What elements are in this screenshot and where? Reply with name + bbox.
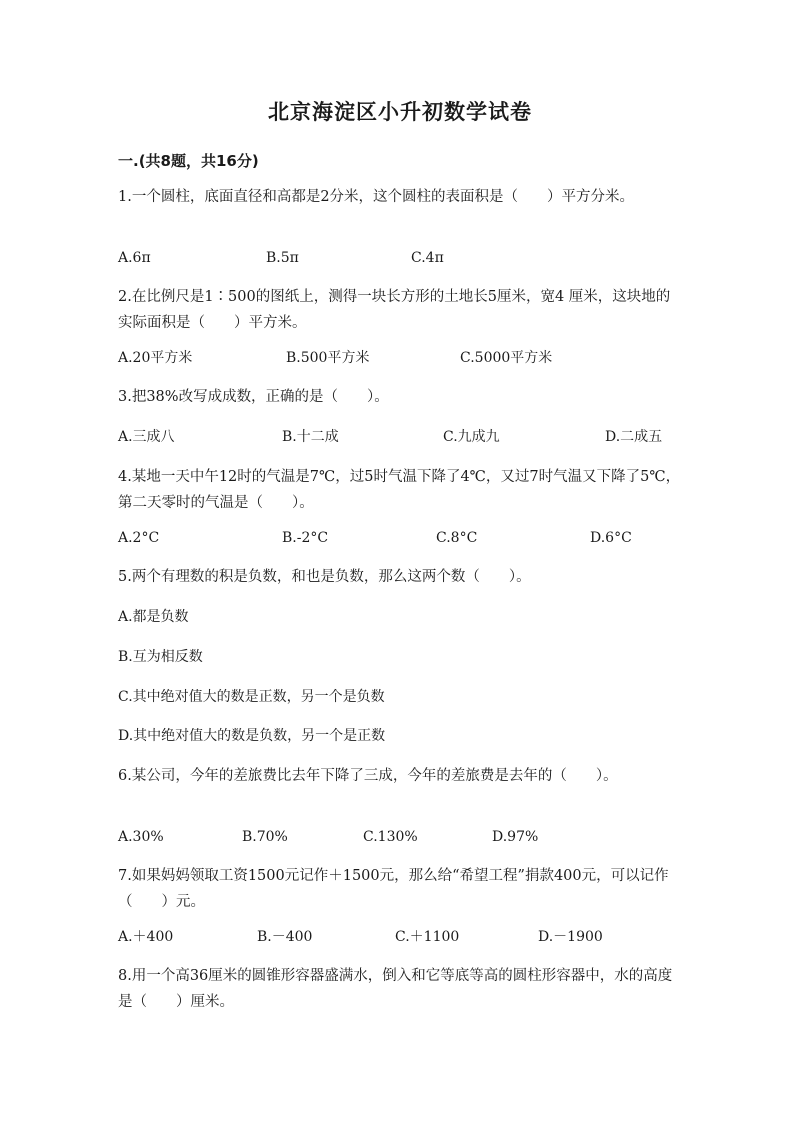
question-1: 1.一个圆柱，底面直径和高都是2分米，这个圆柱的表面积是（ ）平方分米。 [118, 189, 635, 205]
option-b: B.-2°C [282, 530, 329, 546]
options-row-6 [118, 824, 684, 850]
option-b: B.5π [266, 250, 299, 266]
option-d: D.97% [492, 829, 539, 845]
option-c: C.九成九 [443, 429, 500, 445]
question-2: 2.在比例尺是1∶500的图纸上，测得一块长方形的土地长5厘米，宽4 厘米，这块地的实际面积是（ ）平方米。 [118, 289, 671, 331]
question-4: 4.某地一天中午12时的气温是7℃，过5时气温下降了4℃，又过7时气温又下降了5℃，第二天零时的气温是（ ）。 [118, 469, 681, 511]
options-row-2 [118, 345, 684, 371]
option-d: D.二成五 [605, 429, 663, 445]
option-b: B.500平方米 [286, 350, 370, 366]
option-c: C.8°C [436, 530, 478, 546]
question-3: 3.把38%改写成成数，正确的是（ ）。 [118, 389, 389, 405]
option-d: D.－1900 [538, 929, 603, 945]
option-a: A.30% [118, 829, 164, 845]
question-6: 6.某公司，今年的差旅费比去年下降了三成，今年的差旅费是去年的（ ）。 [118, 768, 618, 784]
options-row-4 [118, 525, 684, 551]
options-row-7 [118, 924, 684, 950]
option-a: A.＋400 [118, 929, 174, 945]
option-d: D.6°C [590, 530, 632, 546]
page-title: 北京海淀区小升初数学试卷 [268, 100, 532, 124]
option-b: B.十二成 [282, 429, 339, 445]
question-8: 8.用一个高36厘米的圆锥形容器盛满水，倒入和它等底等高的圆柱形容器中，水的高度是（ ）厘米。 [118, 968, 673, 1010]
option-a: A.都是负数 [118, 609, 189, 625]
option-b: B.－400 [257, 929, 313, 945]
option-a: A.三成八 [118, 429, 175, 445]
option-c: C.4π [411, 250, 444, 266]
question-5: 5.两个有理数的积是负数，和也是负数，那么这两个数（ ）。 [118, 569, 531, 585]
option-a: A.6π [118, 250, 151, 266]
option-b: B.互为相反数 [118, 649, 203, 665]
question-7: 7.如果妈妈领取工资1500元记作＋1500元，那么给“希望工程”捐款400元，可以记作（ ）元。 [118, 868, 669, 910]
option-c: C.5000平方米 [460, 350, 553, 366]
option-c: C.其中绝对值大的数是正数，另一个是负数 [118, 689, 385, 705]
option-a: A.20平方米 [118, 350, 193, 366]
option-c: C.＋1100 [395, 929, 460, 945]
options-row-3 [118, 424, 684, 450]
option-a: A.2°C [118, 530, 160, 546]
option-b: B.70% [242, 829, 288, 845]
option-d: D.其中绝对值大的数是负数，另一个是正数 [118, 728, 386, 744]
option-c: C.130% [363, 829, 418, 845]
options-row-1 [118, 245, 684, 271]
section-heading: 一.(共8题，共16分) [118, 152, 259, 170]
